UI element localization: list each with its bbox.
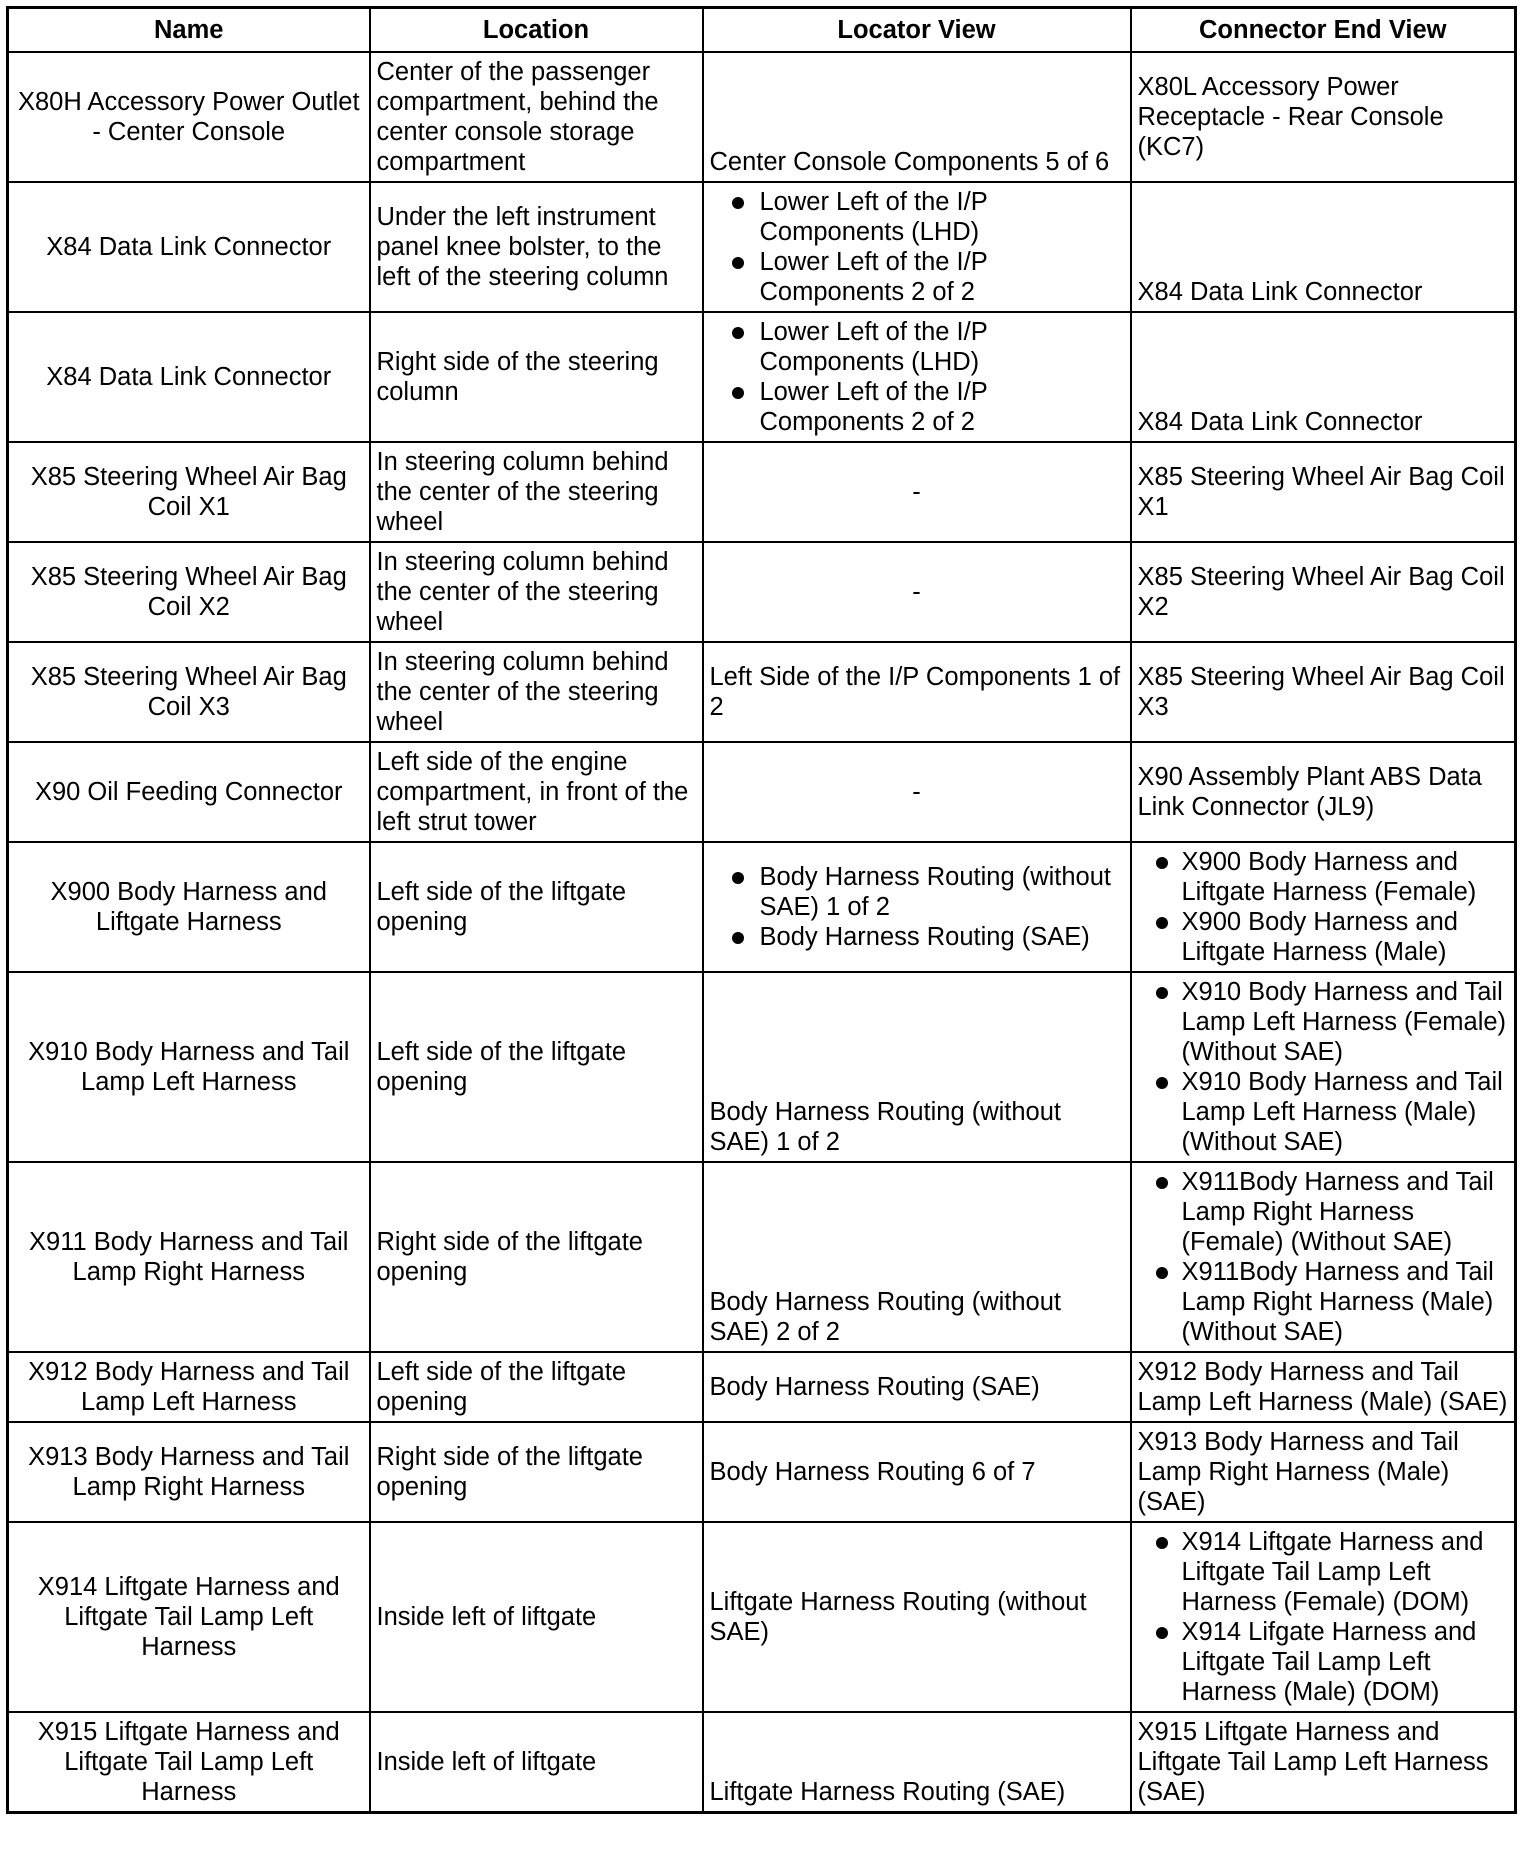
table-row xyxy=(8,1352,1516,1422)
header-location: Location xyxy=(370,8,703,53)
bullet-item: X900 Body Harness and Liftgate Harness (Female) xyxy=(1138,847,1509,907)
table-row xyxy=(8,182,1516,312)
bullet-item: Lower Left of the I/P Components 2 of 2 xyxy=(710,377,1124,437)
cell-locator-view xyxy=(703,842,1131,972)
cell-connector-end-view xyxy=(1131,972,1516,1162)
locator-bullet-list xyxy=(710,317,1124,437)
cell-locator-view: - xyxy=(703,442,1131,542)
cell-name: X84 Data Link Connector xyxy=(8,182,370,312)
bullet-item: X911Body Harness and Tail Lamp Right Harness (Male) (Without SAE) xyxy=(1138,1257,1509,1347)
cell-name: X912 Body Harness and Tail Lamp Left Harness xyxy=(8,1352,370,1422)
table-row xyxy=(8,1712,1516,1813)
connector-bullet-list xyxy=(1138,1167,1509,1347)
cell-name: X910 Body Harness and Tail Lamp Left Harness xyxy=(8,972,370,1162)
bullet-item: X914 Liftgate Harness and Liftgate Tail Lamp Left Harness (Female) (DOM) xyxy=(1138,1527,1509,1617)
header-row xyxy=(8,8,1516,53)
cell-location: Inside left of liftgate xyxy=(370,1712,703,1813)
bullet-item: Lower Left of the I/P Components 2 of 2 xyxy=(710,247,1124,307)
cell-connector-end-view: X912 Body Harness and Tail Lamp Left Harness (Male) (SAE) xyxy=(1131,1352,1516,1422)
header-locator-view: Locator View xyxy=(703,8,1131,53)
cell-locator-view: Left Side of the I/P Components 1 of 2 xyxy=(703,642,1131,742)
cell-name: X913 Body Harness and Tail Lamp Right Harness xyxy=(8,1422,370,1522)
locator-bullet-list xyxy=(710,187,1124,307)
cell-locator-view: - xyxy=(703,742,1131,842)
cell-location: Right side of the liftgate opening xyxy=(370,1422,703,1522)
cell-location: Center of the passenger compartment, behind the center console storage compartment xyxy=(370,52,703,182)
cell-name: X914 Liftgate Harness and Liftgate Tail Lamp Left Harness xyxy=(8,1522,370,1712)
cell-locator-view: Body Harness Routing (SAE) xyxy=(703,1352,1131,1422)
cell-connector-end-view xyxy=(1131,1162,1516,1352)
cell-location: Left side of the engine compartment, in front of the left strut tower xyxy=(370,742,703,842)
cell-location: Inside left of liftgate xyxy=(370,1522,703,1712)
bullet-item: X910 Body Harness and Tail Lamp Left Harness (Male) (Without SAE) xyxy=(1138,1067,1509,1157)
bullet-item: X900 Body Harness and Liftgate Harness (Male) xyxy=(1138,907,1509,967)
cell-locator-view: Liftgate Harness Routing (without SAE) xyxy=(703,1522,1131,1712)
table-row xyxy=(8,1162,1516,1352)
cell-location: In steering column behind the center of the steering wheel xyxy=(370,442,703,542)
cell-connector-end-view: X85 Steering Wheel Air Bag Coil X2 xyxy=(1131,542,1516,642)
cell-locator-view: - xyxy=(703,542,1131,642)
cell-name: X85 Steering Wheel Air Bag Coil X2 xyxy=(8,542,370,642)
cell-connector-end-view: X913 Body Harness and Tail Lamp Right Harness (Male) (SAE) xyxy=(1131,1422,1516,1522)
cell-location: Left side of the liftgate opening xyxy=(370,972,703,1162)
cell-locator-view: Liftgate Harness Routing (SAE) xyxy=(703,1712,1131,1813)
table-row xyxy=(8,442,1516,542)
bullet-item: X910 Body Harness and Tail Lamp Left Harness (Female) (Without SAE) xyxy=(1138,977,1509,1067)
table-row xyxy=(8,1422,1516,1522)
cell-locator-view: Body Harness Routing (without SAE) 2 of 2 xyxy=(703,1162,1131,1352)
header-name: Name xyxy=(8,8,370,53)
cell-name: X85 Steering Wheel Air Bag Coil X3 xyxy=(8,642,370,742)
table-row xyxy=(8,642,1516,742)
table-row xyxy=(8,542,1516,642)
locator-bullet-list xyxy=(710,862,1124,952)
table-row xyxy=(8,972,1516,1162)
bullet-item: X911Body Harness and Tail Lamp Right Harness (Female) (Without SAE) xyxy=(1138,1167,1509,1257)
connector-bullet-list xyxy=(1138,1527,1509,1707)
connector-bullet-list xyxy=(1138,847,1509,967)
connector-table-container xyxy=(6,6,1514,1814)
cell-connector-end-view xyxy=(1131,1522,1516,1712)
table-row xyxy=(8,842,1516,972)
table-row xyxy=(8,1522,1516,1712)
header-connector-end-view: Connector End View xyxy=(1131,8,1516,53)
cell-location: Under the left instrument panel knee bolster, to the left of the steering column xyxy=(370,182,703,312)
table-row xyxy=(8,52,1516,182)
cell-location: In steering column behind the center of the steering wheel xyxy=(370,542,703,642)
bullet-item: Lower Left of the I/P Components (LHD) xyxy=(710,187,1124,247)
bullet-item: Body Harness Routing (without SAE) 1 of 2 xyxy=(710,862,1124,922)
cell-connector-end-view: X84 Data Link Connector xyxy=(1131,182,1516,312)
table-row xyxy=(8,312,1516,442)
cell-location: In steering column behind the center of the steering wheel xyxy=(370,642,703,742)
cell-name: X90 Oil Feeding Connector xyxy=(8,742,370,842)
bullet-item: X914 Lifgate Harness and Liftgate Tail Lamp Left Harness (Male) (DOM) xyxy=(1138,1617,1509,1707)
cell-location: Right side of the steering column xyxy=(370,312,703,442)
connector-table xyxy=(6,6,1517,1814)
bullet-item: Lower Left of the I/P Components (LHD) xyxy=(710,317,1124,377)
cell-connector-end-view: X915 Liftgate Harness and Liftgate Tail Lamp Left Harness (SAE) xyxy=(1131,1712,1516,1813)
cell-locator-view xyxy=(703,312,1131,442)
cell-name: X84 Data Link Connector xyxy=(8,312,370,442)
cell-name: X911 Body Harness and Tail Lamp Right Harness xyxy=(8,1162,370,1352)
cell-locator-view xyxy=(703,182,1131,312)
cell-name: X900 Body Harness and Liftgate Harness xyxy=(8,842,370,972)
cell-connector-end-view: X80L Accessory Power Receptacle - Rear Console (KC7) xyxy=(1131,52,1516,182)
cell-location: Left side of the liftgate opening xyxy=(370,842,703,972)
cell-location: Left side of the liftgate opening xyxy=(370,1352,703,1422)
bullet-item: Body Harness Routing (SAE) xyxy=(710,922,1124,952)
cell-locator-view: Body Harness Routing 6 of 7 xyxy=(703,1422,1131,1522)
table-row xyxy=(8,742,1516,842)
cell-connector-end-view: X85 Steering Wheel Air Bag Coil X1 xyxy=(1131,442,1516,542)
cell-name: X80H Accessory Power Outlet - Center Console xyxy=(8,52,370,182)
cell-locator-view: Body Harness Routing (without SAE) 1 of 2 xyxy=(703,972,1131,1162)
connector-bullet-list xyxy=(1138,977,1509,1157)
cell-connector-end-view: X90 Assembly Plant ABS Data Link Connector (JL9) xyxy=(1131,742,1516,842)
cell-location: Right side of the liftgate opening xyxy=(370,1162,703,1352)
cell-name: X915 Liftgate Harness and Liftgate Tail Lamp Left Harness xyxy=(8,1712,370,1813)
cell-connector-end-view: X84 Data Link Connector xyxy=(1131,312,1516,442)
cell-connector-end-view xyxy=(1131,842,1516,972)
cell-name: X85 Steering Wheel Air Bag Coil X1 xyxy=(8,442,370,542)
cell-connector-end-view: X85 Steering Wheel Air Bag Coil X3 xyxy=(1131,642,1516,742)
cell-locator-view: Center Console Components 5 of 6 xyxy=(703,52,1131,182)
